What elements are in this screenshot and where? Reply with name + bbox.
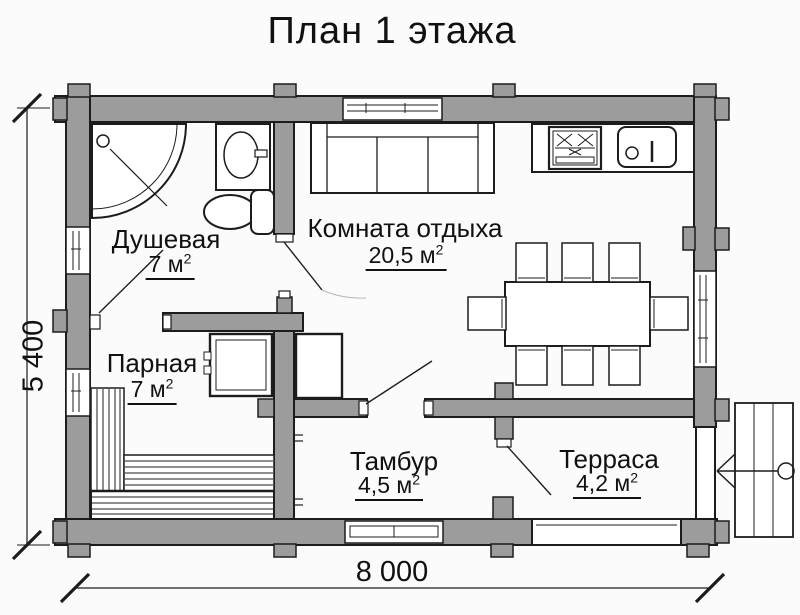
wall-tambour-east-bottom-stub	[493, 497, 513, 519]
wall-steam-north	[163, 313, 303, 331]
wall-tambour-terrace-north	[425, 399, 694, 417]
sauna-heater	[204, 334, 342, 398]
room-area-tambour: 4,5 $м^2$	[355, 472, 423, 499]
room-label-shower: Душевая	[111, 224, 221, 254]
entrance-door	[345, 521, 443, 543]
wall-cross-stub-west	[258, 399, 274, 417]
terrace-railing-south	[532, 519, 681, 545]
dimension-label-width: 8 000	[355, 556, 429, 588]
window-right	[694, 271, 716, 367]
terrace-entry-opening	[696, 427, 715, 519]
room-area-rest-room: 20,5 $м^2$	[366, 242, 447, 269]
entry-steps	[735, 403, 793, 537]
corner-shower-tray	[92, 124, 186, 218]
kitchen-counter	[532, 124, 694, 172]
room-label-rest-room: Комната отдыха	[307, 213, 503, 243]
coat-hooks	[294, 435, 303, 505]
room-area-shower: 7 $м^2$	[146, 251, 195, 278]
room-label-steam-room: Парная	[106, 348, 198, 378]
room-area-terrace: 4,2 $м^2$	[573, 470, 641, 497]
dimension-label-height: 5 400	[17, 319, 50, 393]
wall-right	[694, 96, 716, 427]
wall-tambour-north-left	[294, 399, 367, 417]
sauna-benches	[91, 388, 274, 519]
room-area-steam-room: 7 $м^2$	[128, 376, 177, 403]
plan-title: План 1 этажа	[267, 10, 517, 52]
wall-central-top-stub	[277, 297, 292, 313]
cooktop	[549, 127, 601, 169]
wall-left	[66, 96, 90, 545]
window-top	[343, 98, 442, 120]
washbasin	[216, 124, 270, 190]
wall-shower-east	[274, 122, 294, 234]
door-shower-swing	[284, 242, 322, 290]
door-tambour-terrace-swing	[507, 446, 551, 495]
room-label-tambour: Тамбур	[349, 446, 439, 476]
door-tambour-rest-swing	[366, 361, 432, 404]
kitchen-sink	[618, 127, 676, 167]
room-label-terrace: Терраса	[559, 444, 659, 474]
wall-central	[274, 331, 294, 519]
dining-table	[505, 282, 650, 346]
sofa	[311, 123, 494, 193]
wall-bottom-right-cross	[681, 519, 717, 545]
wall-bottom	[55, 519, 532, 545]
window-left-lower	[66, 369, 90, 416]
window-left-upper	[66, 227, 90, 274]
